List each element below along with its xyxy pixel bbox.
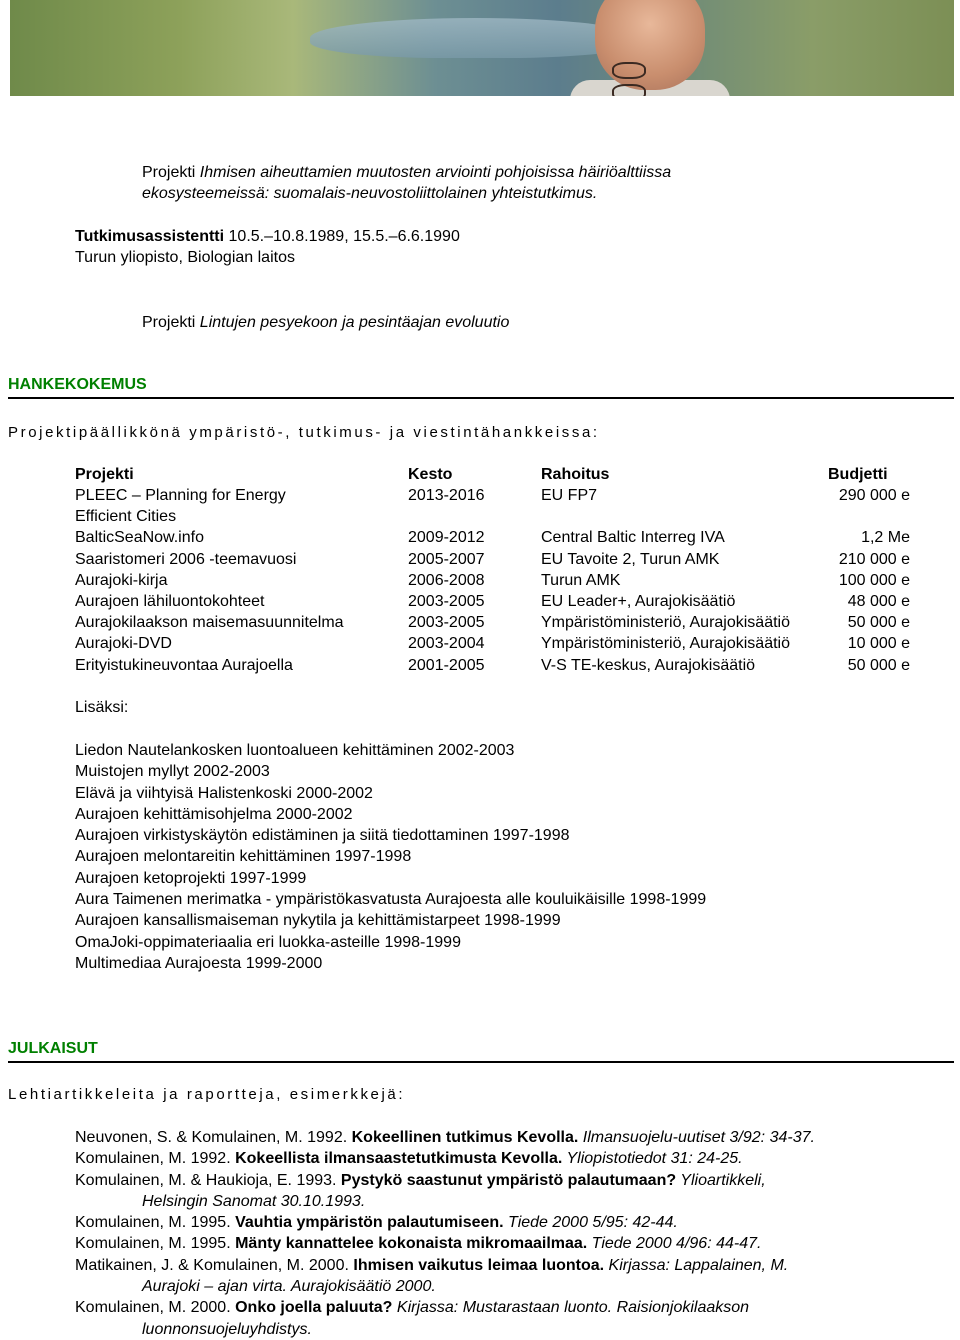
lisaksi-label: Lisäksi:	[75, 699, 129, 716]
column-header: Rahoitus	[541, 465, 610, 483]
project1-prefix: Projekti	[142, 164, 200, 181]
section-subheading: Projektipäällikkönä ympäristö-, tutkimus- ja viestintähankkeissa:	[8, 424, 600, 441]
list-item: Liedon Nautelankosken luontoalueen kehittäminen 2002-2003	[75, 742, 515, 759]
duration-cell: 2003-2005	[408, 614, 485, 632]
project1-line1	[142, 162, 671, 183]
list-item: Elävä ja viihtyisä Halistenkoski 2000-2002	[75, 784, 373, 802]
list-item: Aurajoen ketoprojekti 1997-1999	[75, 869, 307, 887]
duration-cell: 2009-2012	[408, 529, 485, 547]
job-line	[75, 226, 460, 247]
section-divider	[8, 1061, 954, 1063]
publication-source: Yliopistotiedot 31: 24-25.	[562, 1150, 743, 1168]
publication-authors: Komulainen, M. 2000.	[75, 1299, 236, 1317]
project-cell: Aurajokilaakson maisemasuunnitelma	[75, 614, 344, 632]
projects-table	[75, 463, 910, 676]
lisaksi-list	[75, 740, 706, 974]
project-cell: PLEEC – Planning for Energy	[75, 487, 286, 505]
project1-title-line1: Ihmisen aiheuttamien muutosten arviointi pohjoisissa häiriöalttiissa	[199, 164, 672, 181]
funding-cell: Ympäristöministeriö, Aurajokisäätiö	[541, 635, 790, 653]
publication-source: Ylioartikkeli,	[676, 1171, 766, 1189]
table-row	[75, 506, 910, 527]
publication-source: Ilmansuojelu-uutiset 3/92: 34-37.	[578, 1129, 815, 1146]
project-cell: Aurajoki-DVD	[75, 635, 172, 653]
list-item: Aura Taimenen merimatka - ympäristökasvatusta Aurajoesta alle kouluikäisille 1998-1999	[75, 891, 707, 909]
section-heading-hankekokemus: HANKEKOKEMUS	[8, 376, 147, 393]
list-item: Multimediaa Aurajoesta 1999-2000	[75, 954, 323, 972]
duration-cell: 2006-2008	[408, 571, 485, 589]
publication-source: Kirjassa: Lappalainen, M.	[604, 1256, 789, 1274]
project2-prefix: Projekti	[142, 314, 200, 331]
publication-source: Kirjassa: Mustarastaan luonto. Raisionjokilaakson	[392, 1299, 750, 1317]
project-cell: Saaristomeri 2006 -teemavuosi	[75, 550, 297, 568]
duration-cell: 2005-2007	[408, 550, 485, 568]
project-cell: BalticSeaNow.info	[75, 529, 204, 547]
publication-title: Kokeellinen tutkimus Kevolla.	[351, 1129, 579, 1146]
duration-cell	[408, 506, 541, 527]
publication-authors: Komulainen, M. 1995.	[75, 1214, 236, 1232]
publication-title: Onko joella paluuta?	[235, 1299, 393, 1317]
budget-cell: 50 000 e	[847, 656, 910, 674]
publication-source-continued: luonnonsuojeluyhdistys.	[142, 1320, 312, 1338]
table-header-row	[75, 463, 910, 485]
duration-cell: 2003-2004	[408, 635, 485, 653]
section-subheading: Lehtiartikkeleita ja raportteja, esimerkkejä:	[8, 1086, 406, 1103]
publication-authors: Komulainen, M. & Haukioja, E. 1993.	[75, 1171, 341, 1189]
job-place: Turun yliopisto, Biologian laitos	[75, 249, 295, 266]
funding-cell: EU Tavoite 2, Turun AMK	[541, 550, 720, 568]
duration-cell: 2001-2005	[408, 656, 485, 674]
list-item: Aurajoen melontareitin kehittäminen 1997-1998	[75, 848, 412, 866]
list-item: Aurajoen kehittämisohjelma 2000-2002	[75, 805, 353, 823]
funding-cell: Ympäristöministeriö, Aurajokisäätiö	[541, 614, 790, 632]
publication-title: Vauhtia ympäristön palautumiseen.	[235, 1214, 504, 1232]
budget-cell: 10 000 e	[847, 635, 910, 653]
project-cell: Erityistukineuvontaa Aurajoella	[75, 656, 293, 674]
funding-cell: Central Baltic Interreg IVA	[541, 529, 725, 547]
budget-cell: 1,2 Me	[861, 529, 910, 547]
publication-list	[75, 1127, 815, 1340]
table-row	[75, 570, 910, 591]
funding-cell: Turun AMK	[541, 571, 621, 589]
section-heading-julkaisut: JULKAISUT	[8, 1040, 98, 1057]
portrait-photo-icon	[10, 0, 954, 96]
publication-item	[75, 1148, 815, 1169]
table-row	[75, 549, 910, 570]
project2-title: Lintujen pesyekoon ja pesintäajan evoluutio	[199, 314, 510, 331]
publication-title: Pystykö saastunut ympäristö palautumaan?	[340, 1171, 677, 1189]
publication-authors: Komulainen, M. 1992.	[75, 1150, 236, 1168]
project1-title-line2: ekosysteemeissä: suomalais-neuvostoliittolainen yhteistutkimus.	[142, 185, 598, 202]
publication-item	[75, 1255, 815, 1298]
project-cell: Efficient Cities	[75, 508, 177, 526]
publication-item	[75, 1212, 815, 1233]
publication-source: Tiede 2000 4/96: 44-47.	[587, 1235, 762, 1253]
section-divider	[8, 397, 954, 399]
funding-cell: EU FP7	[541, 487, 598, 505]
funding-cell: V-S TE-keskus, Aurajokisäätiö	[541, 656, 756, 674]
budget-cell: 100 000 e	[838, 571, 910, 589]
budget-cell: 50 000 e	[847, 614, 910, 632]
publication-item	[75, 1297, 815, 1340]
funding-cell	[541, 506, 828, 527]
publication-title: Kokeellista ilmansaastetutkimusta Kevolla.	[235, 1150, 563, 1168]
list-item: Aurajoen virkistyskäytön edistäminen ja siitä tiedottaminen 1997-1998	[75, 827, 570, 845]
table-row	[75, 591, 910, 612]
budget-cell	[828, 506, 910, 527]
list-item: OmaJoki-oppimateriaalia eri luokka-asteille 1998-1999	[75, 933, 461, 951]
job-title: Tutkimusassistentti	[75, 228, 225, 245]
duration-cell: 2013-2016	[408, 487, 485, 505]
table-row	[75, 655, 910, 676]
project-cell: Aurajoki-kirja	[75, 571, 168, 589]
publication-authors: Neuvonen, S. & Komulainen, M. 1992.	[75, 1129, 352, 1146]
column-header: Budjetti	[828, 465, 888, 483]
project2-line	[142, 312, 509, 333]
list-item: Muistojen myllyt 2002-2003	[75, 763, 270, 781]
publication-source: Tiede 2000 5/95: 42-44.	[503, 1214, 678, 1232]
publication-title: Mänty kannattelee kokonaista mikromaailmaa.	[235, 1235, 588, 1253]
budget-cell: 48 000 e	[847, 593, 910, 611]
publication-source-continued: Aurajoki – ajan virta. Aurajokisäätiö 2000.	[142, 1278, 436, 1296]
list-item: Aurajoen kansallismaiseman nykytila ja kehittämistarpeet 1998-1999	[75, 912, 561, 930]
publication-authors: Komulainen, M. 1995.	[75, 1235, 236, 1253]
publication-item	[75, 1170, 815, 1213]
publication-item	[75, 1127, 815, 1148]
table-row	[75, 527, 910, 548]
column-header: Projekti	[75, 465, 134, 483]
budget-cell: 290 000 e	[838, 487, 910, 505]
publication-title: Ihmisen vaikutus leimaa luontoa.	[353, 1256, 605, 1274]
project-cell: Aurajoen lähiluontokohteet	[75, 593, 265, 611]
funding-cell: EU Leader+, Aurajokisäätiö	[541, 593, 736, 611]
table-row	[75, 485, 910, 506]
publication-item	[75, 1233, 815, 1254]
table-row	[75, 612, 910, 633]
table-row	[75, 633, 910, 654]
budget-cell: 210 000 e	[838, 550, 910, 568]
publication-source-continued: Helsingin Sanomat 30.10.1993.	[142, 1192, 366, 1210]
duration-cell: 2003-2005	[408, 593, 485, 611]
job-dates: 10.5.–10.8.1989, 15.5.–6.6.1990	[224, 228, 460, 245]
column-header: Kesto	[408, 465, 453, 483]
publication-authors: Matikainen, J. & Komulainen, M. 2000.	[75, 1256, 354, 1274]
